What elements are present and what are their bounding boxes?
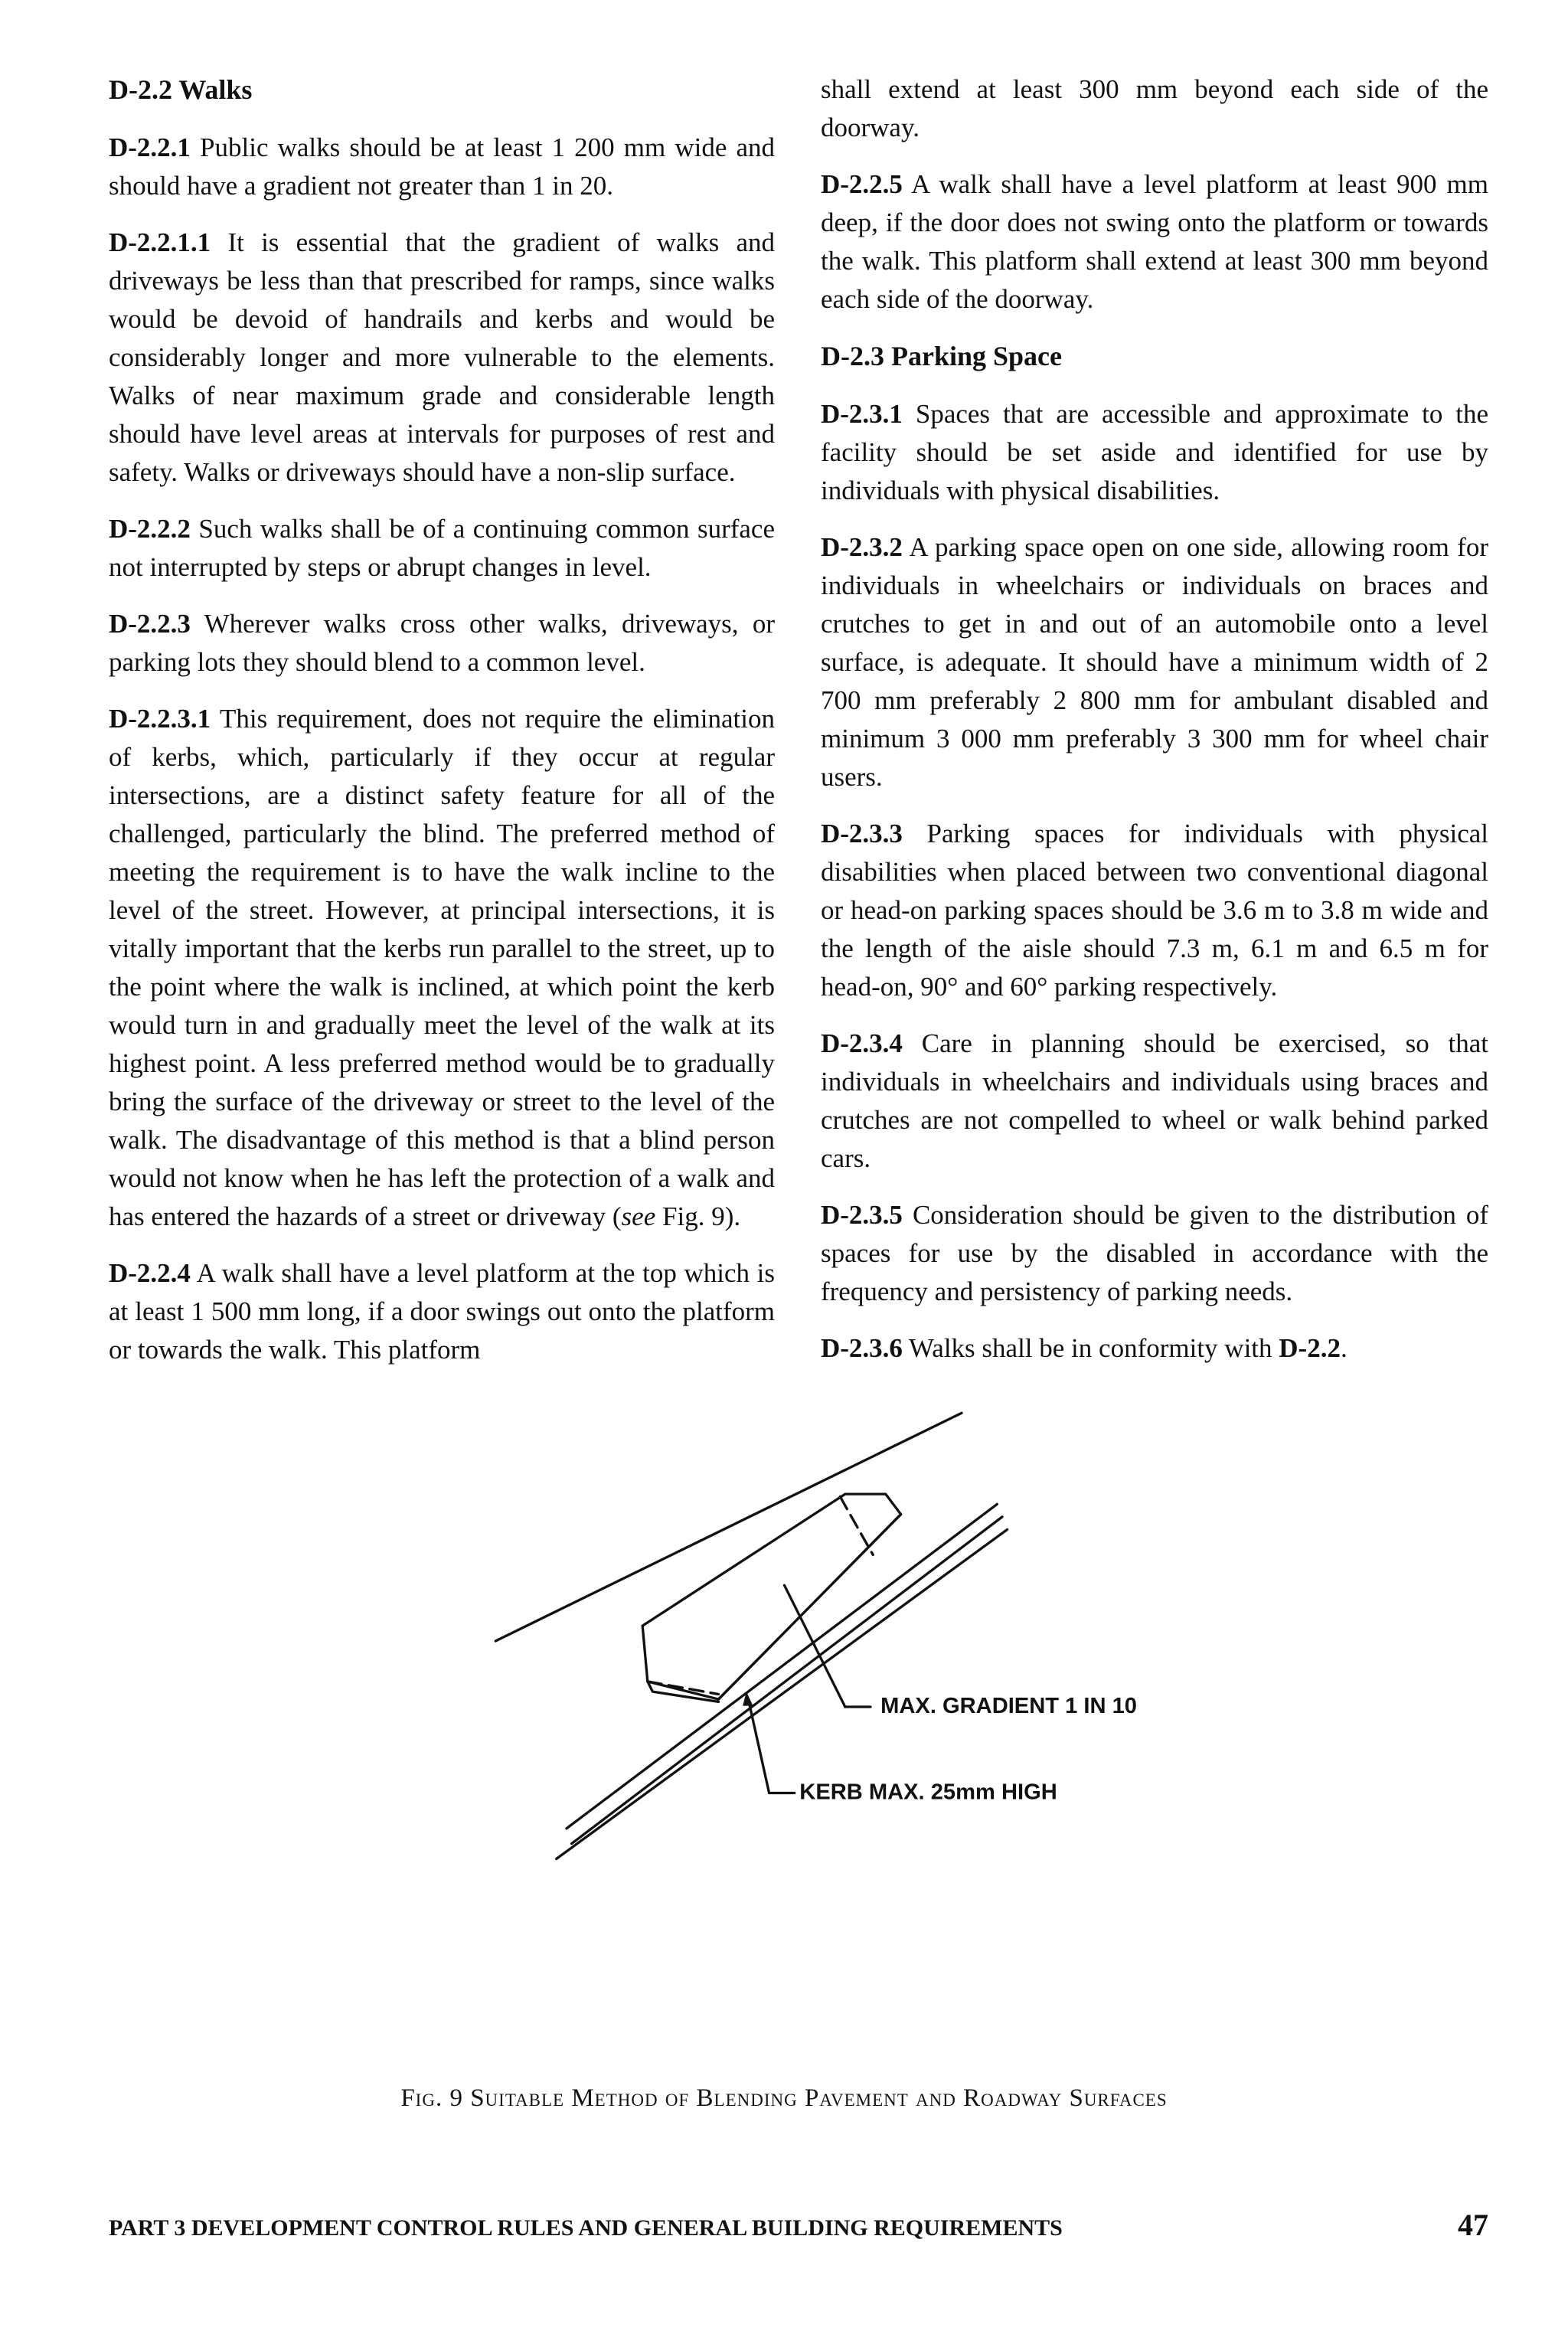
paragraph-d-2-3-3 [821, 815, 1488, 1006]
kerb-leader [749, 1701, 769, 1793]
long-diagonal-line [495, 1413, 962, 1641]
clause-text: A parking space open on one side, allowing room for individuals in wheelchairs or individuals on braces and crutches to get in and out of an automobile onto a level surface, is adequate. It should have a minimum width of 2 700 mm preferably 2 800 mm for ambulant disabled and minimum 3 000 mm preferably 3 300 mm for wheel chair users. [821, 532, 1488, 792]
see-reference: see [621, 1201, 656, 1231]
label-kerb-max-height: KERB MAX. 25mm HIGH [799, 1780, 1057, 1805]
paragraph-d-2-3-4 [821, 1025, 1488, 1178]
cross-reference: D-2.2 [1279, 1333, 1341, 1363]
figure-9-kerb-diagram [412, 1403, 1248, 2077]
footer-title: PART 3 DEVELOPMENT CONTROL RULES AND GENERAL BUILDING REQUIREMENTS [109, 2215, 1063, 2241]
clause-number: D-2.2.3.1 [109, 704, 211, 734]
left-column [109, 70, 775, 1388]
gradient-leader [784, 1585, 844, 1707]
hidden-edge-2 [840, 1496, 873, 1554]
paragraph-d-2-2-4 [109, 1254, 775, 1369]
clause-number: D-2.3.4 [821, 1028, 903, 1058]
clause-number: D-2.2.3 [109, 609, 191, 639]
paragraph-d-2-2-5 [821, 165, 1488, 319]
clause-text: Wherever walks cross other walks, driveways, or parking lots they should blend to a common level. [109, 609, 775, 677]
clause-text: It is essential that the gradient of walks and driveways be less than that prescribed for ramps, since walks would be devoid of handrails and kerbs and would be considerably longer and more vulnerable to the elements. Walks of near maximum grade and considerable length should have level areas at intervals for purposes of rest and safety. Walks or driveways should have a non-slip surface. [109, 227, 775, 487]
figure-caption [0, 2084, 1568, 2113]
clause-number: D-2.3.5 [821, 1200, 903, 1230]
walk-block-outline [642, 1494, 900, 1699]
clause-text: Public walks should be at least 1 200 mm wide and should have a gradient not greater than 1 in 20. [109, 132, 775, 201]
clause-number: D-2.2.2 [109, 514, 191, 544]
clause-text-tail: . [1340, 1333, 1348, 1363]
clause-text: Such walks shall be of a continuing common surface not interrupted by steps or abrupt changes in level. [109, 514, 775, 582]
clause-text: Consideration should be given to the distribution of spaces for use by the disabled in accordance with the frequency and persistency of parking needs. [821, 1200, 1488, 1306]
clause-number: D-2.3.1 [821, 399, 903, 429]
paragraph-d-2-2-1 [109, 129, 775, 205]
clause-text: Parking spaces for individuals with physical disabilities when placed between two conventional diagonal or head-on parking spaces should be 3.6 m to 3.8 m wide and the length of the aisle should 7.3 m, 6.1 m and 6.5 m for head-on, 90° and 60° parking respectively. [821, 819, 1488, 1002]
paragraph-d-2-3-1 [821, 395, 1488, 510]
clause-number: D-2.2.1 [109, 132, 191, 162]
paragraph-d-2-3-5 [821, 1196, 1488, 1311]
section-heading-parking-space: D-2.3 Parking Space [821, 341, 1062, 371]
caption-text: Suitable Method of Blending Pavement and Roadway Surfaces [470, 2084, 1168, 2112]
clause-number: D-2.3.6 [821, 1333, 903, 1363]
paragraph-d-2-2-1-1 [109, 224, 775, 492]
clause-text: Spaces that are accessible and approximate to the facility should be set aside and identified for use by individuals with physical disabilities. [821, 399, 1488, 505]
page-number: 47 [1458, 2208, 1488, 2242]
right-column [821, 70, 1488, 1386]
paragraph-d-2-2-3-1 [109, 700, 775, 1236]
paragraph-d-2-3-6 [821, 1329, 1488, 1368]
clause-text: Care in planning should be exercised, so that individuals in wheelchairs and individuals using braces and crutches are not compelled to wheel or walk behind parked cars. [821, 1028, 1488, 1173]
ramp-edge [718, 1515, 900, 1700]
label-max-gradient: MAX. GRADIENT 1 IN 10 [880, 1693, 1137, 1718]
clause-text: This requirement, does not require the elimination of kerbs, which, particularly if they occur at regular intersections, are a distinct safety feature for all of the challenged, particularly the blind. The preferred method of meeting the requirement is to have the walk incline to the level of the street. However, at principal intersections, it is vitally important that the kerbs run parallel to the street, up to the point where the walk is inclined, at which point the kerb would turn in and gradually meet the level of the walk at its highest point. A less preferred method would be to gradually bring the surface of the driveway or street to the level of the walk. The disadvantage of this method is that a blind person would not know when he has left the protection of a walk and has entered the hazards of a street or driveway ( [109, 704, 775, 1231]
clause-number: D-2.2.1.1 [109, 227, 211, 257]
clause-text-tail: Fig. 9). [655, 1201, 741, 1231]
clause-number: D-2.3.2 [821, 532, 903, 562]
paragraph-d-2-2-2 [109, 510, 775, 587]
clause-text: A walk shall have a level platform at least 900 mm deep, if the door does not swing onto the platform or towards the walk. This platform shall extend at least 300 mm beyond each side of the doorway. [821, 169, 1488, 314]
paragraph-d-2-2-3 [109, 605, 775, 682]
clause-number: D-2.2.5 [821, 169, 903, 199]
clause-text: A walk shall have a level platform at the top which is at least 1 500 mm long, if a door swings out onto the platform or towards the walk. This platform [109, 1258, 775, 1365]
clause-number: D-2.2.4 [109, 1258, 191, 1288]
page-footer [109, 2207, 1488, 2243]
clause-number: D-2.3.3 [821, 819, 903, 848]
section-heading-walks: D-2.2 Walks [109, 74, 253, 105]
caption-prefix: Fig. 9 [400, 2084, 463, 2112]
clause-text: Walks shall be in conformity with [902, 1333, 1279, 1363]
paragraph-d-2-3-2 [821, 528, 1488, 796]
paragraph-continuation: shall extend at least 300 mm beyond each side of the doorway. [821, 74, 1488, 142]
